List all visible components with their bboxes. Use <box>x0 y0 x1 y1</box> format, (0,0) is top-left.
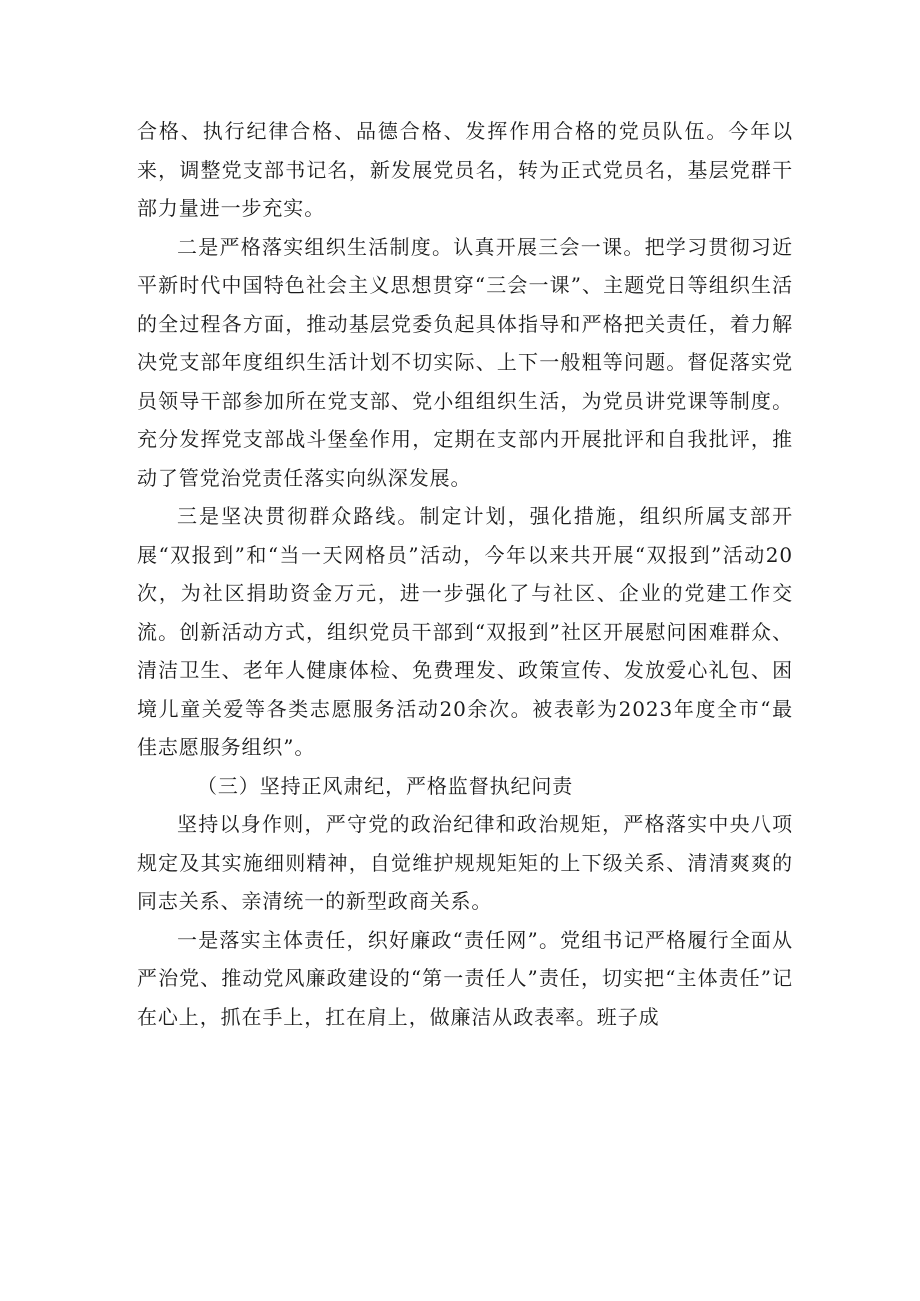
paragraph-mass-line: 三是坚决贯彻群众路线。制定计划，强化措施，组织所属支部开展“双报到”和“当一天网格员”活动，今年以来共开展“双报到”活动20次，为社区捐助资金万元，进一步强化了与社区、企业的党建工作交流。创新活动方式，组织党员干部到“双报到”社区开展慰问困难群众、清洁卫生、老年人健康体检、免费理发、政策宣传、发放爱心礼包、困境儿童关爱等各类志愿服务活动20余次。被表彰为2023年度全市“最佳志愿服务组织”。 <box>137 504 793 759</box>
paragraph-discipline: 坚持以身作则，严守党的政治纪律和政治规矩，严格落实中央八项规定及其实施细则精神，自觉维护规规矩矩的上下级关系、清清爽爽的同志关系、亲清统一的新型政商关系。 <box>137 812 793 913</box>
paragraph-main-responsibility: 一是落实主体责任，织好廉政“责任网”。党组书记严格履行全面从严治党、推动党风廉政建设的“第一责任人”责任，切实把“主体责任”记在心上，抓在手上，扛在肩上，做廉洁从政表率。班子成 <box>137 927 793 1029</box>
paragraph-continued: 合格、执行纪律合格、品德合格、发挥作用合格的党员队伍。今年以来，调整党支部书记名，新发展党员名，转为正式党员名，基层党群干部力量进一步充实。 <box>137 119 793 220</box>
document-body <box>137 112 793 1036</box>
paragraph-organization-life: 二是严格落实组织生活制度。认真开展三会一课。把学习贯彻习近平新时代中国特色社会主义思想贯穿“三会一课”、主题党日等组织生活的全过程各方面，推动基层党委负起具体指导和严格把关责任，着力解决党支部年度组织生活计划不切实际、上下一般粗等问题。督促落实党员领导干部参加所在党支部、党小组组织生活，为党员讲党课等制度。充分发挥党支部战斗堡垒作用，定期在支部内开展批评和自我批评，推动了管党治党责任落实向纵深发展。 <box>137 234 793 490</box>
section-heading: （三）坚持正风肃纪，严格监督执纪问责 <box>197 773 574 798</box>
